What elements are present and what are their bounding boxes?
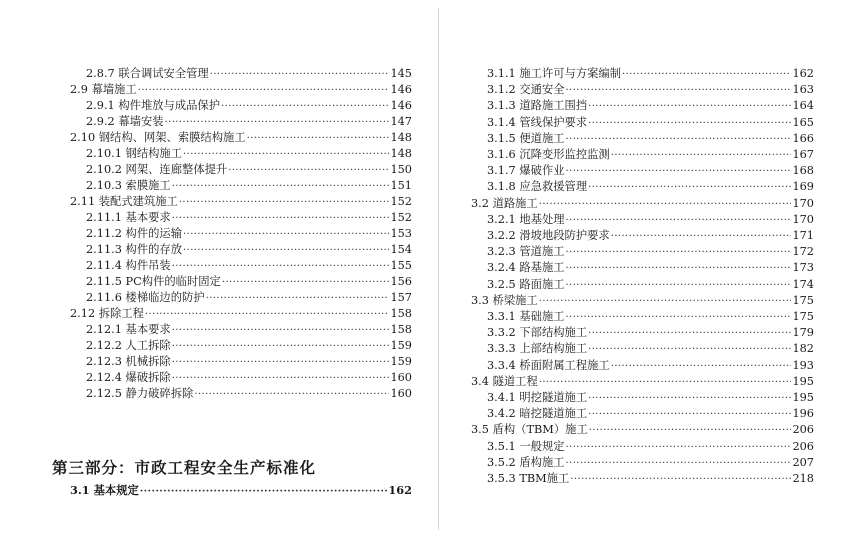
toc-entry[interactable]	[86, 66, 412, 81]
entry-number: 3.3.2	[487, 326, 516, 340]
toc-entry[interactable]	[86, 146, 412, 161]
toc-entry[interactable]	[487, 390, 814, 405]
entry-title: 楼梯临边的防护	[125, 291, 205, 304]
entry-page: 207	[792, 455, 814, 469]
entry-page: 195	[792, 374, 814, 388]
entry-page: 159	[390, 355, 412, 368]
entry-title: 一般规定	[519, 439, 565, 453]
leader-dots	[145, 307, 389, 321]
entry-number: 3.5.1	[487, 439, 516, 453]
entry-title: 暗挖隧道施工	[519, 407, 588, 421]
leader-dots	[588, 391, 791, 405]
toc-entry[interactable]	[487, 98, 814, 113]
entry-page: 179	[792, 326, 814, 340]
leader-dots	[206, 291, 390, 305]
leader-dots	[247, 131, 390, 145]
entry-number: 3.3.4	[487, 358, 516, 372]
toc-entry[interactable]	[471, 422, 814, 437]
leader-dots	[588, 99, 791, 113]
leader-dots	[588, 116, 791, 130]
toc-entry[interactable]	[487, 471, 814, 486]
entry-number: 3.3	[471, 293, 489, 307]
entry-title: 隧道工程	[492, 374, 538, 388]
entry-page: 148	[390, 147, 412, 160]
entry-number: 2.10.3	[86, 179, 122, 192]
entry-page: 182	[792, 342, 814, 356]
entry-title: 静力破碎拆除	[125, 387, 194, 400]
entry-page: 195	[792, 391, 814, 404]
toc-entry[interactable]	[86, 178, 412, 193]
entry-title: 爆破拆除	[125, 371, 171, 384]
entry-number: 3.2.2	[487, 229, 516, 242]
entry-number: 3.5	[471, 423, 489, 437]
entry-title: 滑坡地段防护要求	[519, 229, 610, 242]
entry-page: 156	[390, 275, 412, 288]
entry-page: 158	[390, 323, 412, 336]
entry-page: 153	[390, 227, 412, 240]
toc-entry[interactable]	[86, 114, 412, 129]
leader-dots	[588, 407, 791, 421]
leader-dots	[172, 339, 390, 353]
entry-title: 机械拆除	[125, 355, 171, 368]
entry-number: 2.12	[70, 307, 96, 320]
toc-entry[interactable]	[86, 338, 412, 353]
entry-title: 下部结构施工	[519, 326, 588, 340]
toc-entry[interactable]	[70, 194, 412, 209]
leader-dots	[566, 245, 792, 259]
entry-page: 145	[390, 67, 412, 80]
entry-number: 2.9	[70, 83, 88, 96]
toc-entry[interactable]	[487, 325, 814, 340]
leader-dots	[622, 67, 791, 81]
leader-dots	[566, 261, 792, 275]
leader-dots	[222, 275, 390, 289]
entry-page: 146	[390, 99, 412, 112]
leader-dots	[539, 375, 792, 389]
entry-number: 3.4.2	[487, 407, 516, 421]
leader-dots	[172, 179, 390, 193]
toc-entry[interactable]	[487, 179, 814, 194]
entry-title: 施工许可与方案编制	[519, 67, 622, 80]
toc-entry[interactable]	[70, 306, 412, 321]
entry-title: 基础施工	[519, 310, 565, 323]
leader-dots	[138, 83, 390, 97]
entry-number: 2.11.3	[86, 243, 122, 256]
toc-entry[interactable]	[86, 354, 412, 369]
toc-entry[interactable]	[86, 242, 412, 257]
entry-title: 构件堆放与成品保护	[118, 99, 221, 112]
entry-title: 装配式建筑施工	[98, 195, 178, 208]
entry-page: 146	[390, 83, 412, 96]
leader-dots	[140, 484, 388, 498]
leader-dots	[194, 387, 389, 401]
entry-number: 2.10.2	[86, 163, 122, 176]
leader-dots	[172, 355, 390, 369]
entry-title: 应急救援管理	[519, 180, 588, 194]
leader-dots	[589, 423, 792, 437]
entry-number: 3.1.3	[487, 99, 516, 113]
entry-page: 172	[792, 245, 814, 259]
entry-title: 明挖隧道施工	[519, 391, 588, 404]
entry-page: 196	[792, 407, 814, 421]
leader-dots	[172, 259, 390, 273]
entry-page: 155	[390, 259, 412, 272]
toc-entry[interactable]	[487, 455, 814, 470]
entry-title: 地基处理	[519, 212, 565, 226]
entry-number: 2.11	[70, 195, 96, 208]
leader-dots	[172, 211, 390, 225]
entry-number: 3.5.2	[487, 455, 516, 469]
entry-page: 154	[390, 243, 412, 256]
toc-entry-3-1[interactable]	[70, 483, 412, 498]
leader-dots	[611, 148, 792, 162]
entry-title: 幕墙施工	[91, 83, 137, 96]
entry-page: 175	[792, 310, 814, 323]
leader-dots	[183, 227, 389, 241]
entry-title: 钢结构施工	[125, 147, 183, 160]
entry-title: 道路施工围挡	[519, 99, 588, 113]
entry-title: 桥梁施工	[492, 293, 538, 307]
entry-number: 2.8.7	[86, 67, 115, 80]
part-three-title: 第三部分：市政工程安全生产标准化	[52, 459, 317, 477]
toc-entry[interactable]	[487, 406, 814, 421]
entry-title: 基本规定	[93, 483, 139, 497]
entry-number: 3.1.7	[487, 164, 516, 178]
entry-title: PC构件的临时固定	[125, 275, 221, 288]
page-gutter	[438, 8, 439, 530]
toc-entry[interactable]	[487, 82, 814, 97]
entry-page: 206	[792, 423, 814, 437]
entry-number: 3.2.5	[487, 277, 516, 291]
entry-title: 幕墙安装	[118, 115, 164, 128]
entry-page: 152	[390, 211, 412, 224]
toc-entry[interactable]	[487, 244, 814, 259]
entry-title: TBM施工	[519, 472, 570, 485]
entry-number: 2.11.5	[86, 275, 122, 288]
entry-number: 2.11.6	[86, 291, 122, 304]
entry-page: 164	[792, 99, 814, 113]
toc-entry[interactable]	[487, 277, 814, 292]
entry-number: 3.1.4	[487, 115, 516, 129]
entry-page: 160	[390, 371, 412, 384]
leader-dots	[539, 197, 792, 211]
toc-entry[interactable]	[487, 115, 814, 130]
entry-number: 3.1	[70, 483, 90, 497]
entry-page: 162	[388, 483, 412, 497]
entry-page: 159	[390, 339, 412, 352]
entry-number: 3.2.4	[487, 261, 516, 275]
entry-page: 171	[792, 229, 814, 242]
leader-dots	[165, 115, 390, 129]
entry-title: 网架、连廊整体提升	[125, 163, 228, 176]
toc-entry[interactable]	[487, 439, 814, 454]
entry-number: 3.1.1	[487, 67, 516, 80]
entry-number: 3.2.3	[487, 245, 516, 259]
entry-number: 3.5.3	[487, 472, 516, 485]
toc-entry[interactable]	[86, 98, 412, 113]
entry-page: 168	[792, 164, 814, 178]
entry-title: 路基施工	[519, 261, 565, 275]
leader-dots	[566, 132, 792, 146]
entry-page: 157	[390, 291, 412, 304]
toc-entry[interactable]	[70, 82, 412, 97]
entry-number: 2.9.1	[86, 99, 115, 112]
leader-dots	[611, 229, 792, 243]
leader-dots	[566, 213, 792, 227]
entry-page: 170	[792, 212, 814, 226]
leader-dots	[566, 83, 792, 97]
leader-dots	[210, 67, 390, 81]
leader-dots	[179, 195, 390, 209]
leader-dots	[588, 342, 791, 356]
toc-entry[interactable]	[86, 226, 412, 241]
entry-page: 150	[390, 163, 412, 176]
toc-entry[interactable]	[86, 386, 412, 401]
entry-title: 盾构（TBM）施工	[492, 423, 588, 437]
entry-page: 170	[792, 196, 814, 210]
toc-entry[interactable]	[86, 322, 412, 337]
entry-page: 173	[792, 261, 814, 275]
entry-number: 3.1.8	[487, 180, 516, 194]
entry-number: 3.4	[471, 374, 489, 388]
entry-number: 2.11.2	[86, 227, 122, 240]
entry-title: 桥面附属工程施工	[519, 358, 610, 372]
leader-dots	[570, 472, 791, 486]
entry-title: 管道施工	[519, 245, 565, 259]
entry-page: 162	[792, 67, 814, 80]
entry-title: 基本要求	[125, 211, 171, 224]
toc-entry[interactable]	[487, 309, 814, 324]
entry-page: 165	[792, 115, 814, 129]
entry-page: 158	[390, 307, 412, 320]
leader-dots	[183, 147, 389, 161]
entry-title: 上部结构施工	[519, 342, 588, 356]
entry-number: 3.4.1	[487, 391, 516, 404]
leader-dots	[228, 163, 389, 177]
entry-title: 沉降变形监控监测	[519, 148, 610, 161]
entry-page: 163	[792, 83, 814, 97]
entry-title: 构件的存放	[125, 243, 183, 256]
entry-number: 2.10.1	[86, 147, 122, 160]
entry-title: 爆破作业	[519, 164, 565, 178]
toc-entry[interactable]	[86, 290, 412, 305]
leader-dots	[539, 294, 792, 308]
entry-title: 钢结构、网架、索膜结构施工	[98, 131, 246, 144]
leader-dots	[172, 371, 390, 385]
entry-title: 盾构施工	[519, 455, 565, 469]
entry-title: 构件吊装	[125, 259, 171, 272]
toc-entry[interactable]	[487, 358, 814, 373]
entry-page: 175	[792, 293, 814, 307]
entry-title: 人工拆除	[125, 339, 171, 352]
entry-page: 160	[390, 387, 412, 400]
toc-entry[interactable]	[86, 274, 412, 289]
toc-entry[interactable]	[487, 147, 814, 162]
leader-dots	[588, 180, 791, 194]
leader-dots	[611, 359, 792, 373]
leader-dots	[172, 323, 390, 337]
toc-entry[interactable]	[86, 210, 412, 225]
leader-dots	[566, 456, 792, 470]
toc-entry[interactable]	[86, 258, 412, 273]
entry-number: 2.10	[70, 131, 96, 144]
entry-page: 169	[792, 180, 814, 194]
entry-title: 便道施工	[519, 131, 565, 145]
leader-dots	[221, 99, 389, 113]
entry-page: 218	[792, 472, 814, 485]
entry-number: 2.11.4	[86, 259, 122, 272]
leader-dots	[566, 310, 792, 324]
entry-page: 151	[390, 179, 412, 192]
toc-entry[interactable]	[487, 228, 814, 243]
entry-page: 152	[390, 195, 412, 208]
entry-page: 174	[792, 277, 814, 291]
entry-title: 基本要求	[125, 323, 171, 336]
entry-number: 3.2.1	[487, 212, 516, 226]
entry-title: 联合调试安全管理	[118, 67, 209, 80]
toc-entry[interactable]	[487, 66, 814, 81]
toc-entry[interactable]	[86, 162, 412, 177]
entry-title: 构件的运输	[125, 227, 183, 240]
entry-page: 147	[390, 115, 412, 128]
leader-dots	[566, 440, 792, 454]
toc-entry[interactable]	[487, 341, 814, 356]
entry-number: 3.1.6	[487, 148, 516, 161]
entry-title: 拆除工程	[98, 307, 144, 320]
entry-number: 3.3.3	[487, 342, 516, 356]
entry-title: 索膜施工	[125, 179, 171, 192]
entry-number: 2.11.1	[86, 211, 122, 224]
entry-page: 166	[792, 131, 814, 145]
leader-dots	[566, 278, 792, 292]
toc-entry[interactable]	[487, 260, 814, 275]
entry-number: 3.3.1	[487, 310, 516, 323]
entry-title: 交通安全	[519, 83, 565, 97]
entry-number: 3.1.2	[487, 83, 516, 97]
entry-title: 路面施工	[519, 277, 565, 291]
leader-dots	[566, 164, 792, 178]
entry-number: 2.12.5	[86, 387, 122, 400]
leader-dots	[183, 243, 389, 257]
entry-title: 道路施工	[492, 196, 538, 210]
entry-number: 2.9.2	[86, 115, 115, 128]
entry-number: 2.12.3	[86, 355, 122, 368]
leader-dots	[588, 326, 791, 340]
entry-title: 管线保护要求	[519, 115, 588, 129]
entry-number: 2.12.2	[86, 339, 122, 352]
toc-entry[interactable]	[70, 130, 412, 145]
entry-number: 2.12.1	[86, 323, 122, 336]
entry-page: 148	[390, 131, 412, 144]
toc-entry[interactable]	[487, 212, 814, 227]
entry-page: 167	[792, 148, 814, 161]
entry-number: 2.12.4	[86, 371, 122, 384]
entry-number: 3.2	[471, 196, 489, 210]
entry-page: 206	[792, 439, 814, 453]
toc-entry[interactable]	[86, 370, 412, 385]
toc-entry[interactable]	[471, 374, 814, 389]
toc-entry[interactable]	[487, 163, 814, 178]
toc-entry[interactable]	[471, 196, 814, 211]
entry-number: 3.1.5	[487, 131, 516, 145]
toc-entry[interactable]	[487, 131, 814, 146]
entry-page: 193	[792, 358, 814, 372]
toc-entry[interactable]	[471, 293, 814, 308]
